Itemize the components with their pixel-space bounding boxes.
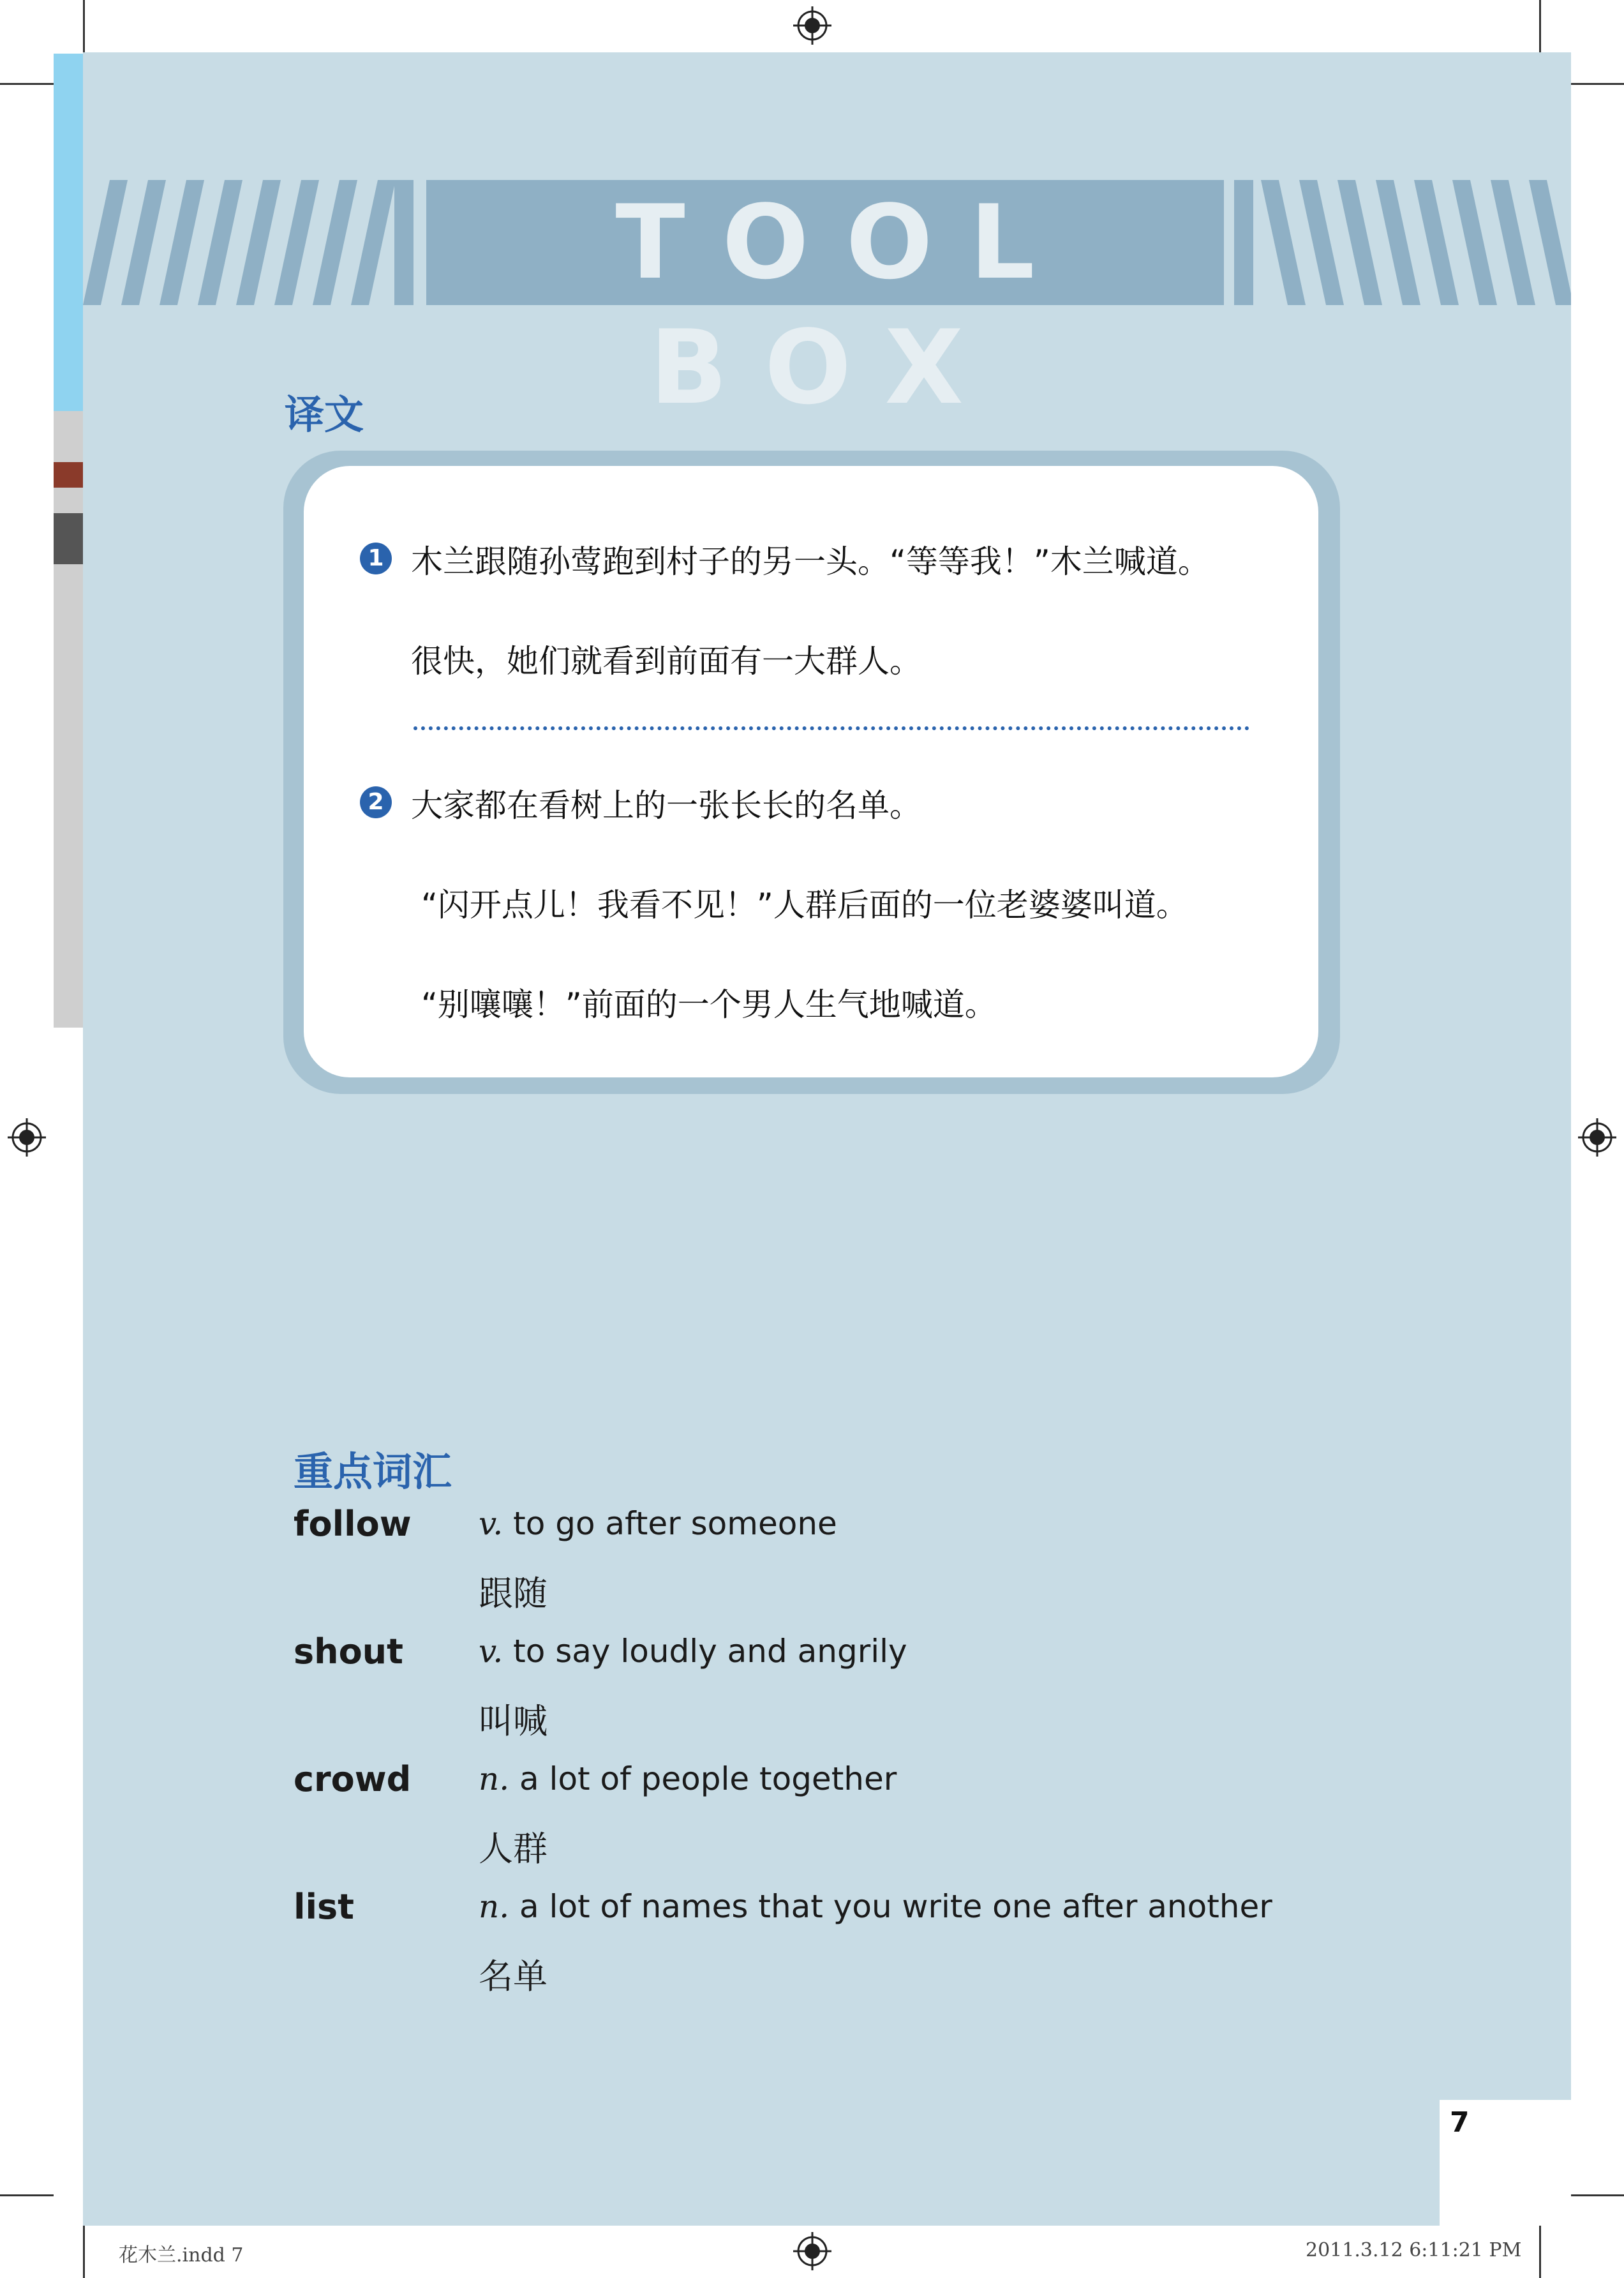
translation-heading: 译文 xyxy=(285,391,364,438)
translation-line: 很快，她们就看到前面有一大群人。 xyxy=(411,643,921,680)
vocab-definition: v. to go after someone xyxy=(479,1505,837,1542)
translation-line: 大家都在看树上的一张长长的名单。 xyxy=(411,787,921,824)
item-divider xyxy=(413,726,1249,730)
comic-strip-edge xyxy=(54,54,85,1028)
footer-file-name: 花木兰.indd 7 xyxy=(119,2244,244,2267)
footer-timestamp: 2011.3.12 6:11:21 PM xyxy=(1306,2239,1522,2261)
vocab-word: list xyxy=(294,1887,354,1927)
vocab-definition: v. to say loudly and angrily xyxy=(479,1633,907,1670)
vocab-word: shout xyxy=(294,1631,403,1672)
vocab-chinese: 名单 xyxy=(479,1956,548,1997)
header-stripes-left xyxy=(83,180,415,305)
crop-mark xyxy=(0,2194,54,2196)
vocab-chinese: 叫喊 xyxy=(479,1701,548,1741)
registration-mark-icon xyxy=(8,1118,46,1157)
registration-mark-icon xyxy=(1578,1118,1616,1157)
vocab-word: follow xyxy=(294,1504,412,1544)
vocab-definition: n. a lot of names that you write one after another xyxy=(479,1888,1272,1925)
registration-mark-icon xyxy=(793,2232,831,2270)
crop-mark xyxy=(1571,2194,1624,2196)
crop-mark xyxy=(83,0,85,52)
registration-mark-icon xyxy=(793,6,831,45)
crop-mark xyxy=(1539,2226,1541,2278)
vocab-chinese: 跟随 xyxy=(479,1573,548,1614)
crop-mark xyxy=(1539,0,1541,52)
page-title: TOOL BOX xyxy=(615,183,1072,427)
vocab-word: crowd xyxy=(294,1759,412,1799)
crop-mark xyxy=(1571,83,1624,85)
header-stripes-right xyxy=(1234,180,1571,305)
item-number-badge: 1 xyxy=(360,543,392,574)
crop-mark xyxy=(83,2226,85,2278)
vocab-chinese: 人群 xyxy=(479,1829,548,1869)
translation-line: 木兰跟随孙莺跑到村子的另一头。“等等我！”木兰喊道。 xyxy=(411,543,1210,580)
vocabulary-heading: 重点词汇 xyxy=(294,1448,452,1495)
translation-line: “闪开点儿！我看不见！”人群后面的一位老婆婆叫道。 xyxy=(421,887,1188,924)
translation-line: “别嚷嚷！”前面的一个男人生气地喊道。 xyxy=(421,986,997,1023)
page-number: 7 xyxy=(1450,2106,1470,2139)
vocab-definition: n. a lot of people together xyxy=(479,1760,897,1797)
item-number-badge: 2 xyxy=(360,786,392,818)
crop-mark xyxy=(0,83,54,85)
